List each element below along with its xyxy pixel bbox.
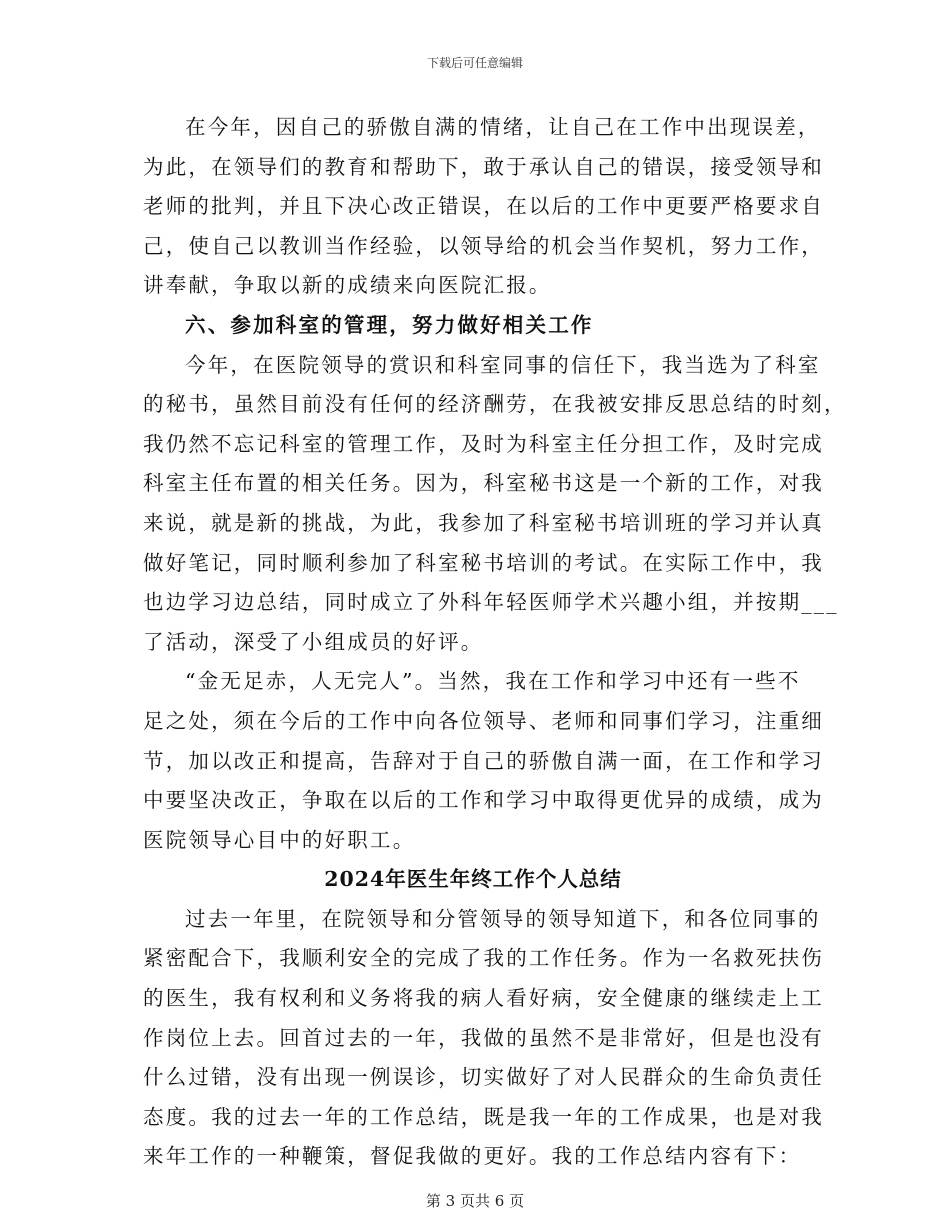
paragraph-line: 足之处，须在今后的工作中向各位领导、老师和同事们学习，注重细 xyxy=(143,708,824,733)
paragraph-line: 什么过错，没有出现一例误诊，切实做好了对人民群众的生命负责任 xyxy=(143,1065,824,1090)
page-footer: 第 3 页共 6 页 xyxy=(425,1192,525,1210)
paragraph-line: 中要坚决改正，争取在以后的工作和学习中取得更优异的成绩，成为 xyxy=(143,788,824,813)
paragraph-line: 来年工作的一种鞭策，督促我做的更好。我的工作总结内容有下： xyxy=(143,1144,802,1169)
paragraph-line: 为此，在领导们的教育和帮助下，敢于承认自己的错误，接受领导和 xyxy=(143,154,824,179)
paragraph-line: 作岗位上去。回首过去的一年，我做的虽然不是非常好，但是也没有 xyxy=(143,1025,824,1050)
paragraph-line: 过去一年里，在院领导和分管领导的领导知道下，和各位同事的 xyxy=(185,906,821,931)
paragraph-line: 今年，在医院领导的赏识和科室同事的信任下，我当选为了科室 xyxy=(185,352,821,377)
paragraph-line: 我仍然不忘记科室的管理工作，及时为科室主任分担工作，及时完成 xyxy=(143,431,824,456)
paragraph-line: 讲奉献，争取以新的成绩来向医院汇报。 xyxy=(143,273,552,298)
paragraph-line: 也边学习边总结，同时成立了外科年轻医师学术兴趣小组，并按期___ xyxy=(143,590,839,615)
paragraph-line: 的医生，我有权利和义务将我的病人看好病，安全健康的继续走上工 xyxy=(143,986,824,1011)
paragraph-line: 节，加以改正和提高，告辞对于自己的骄傲自满一面，在工作和学习 xyxy=(143,748,824,773)
document-title: 2024年医生年终工作个人总结 xyxy=(324,867,622,892)
page-header: 下载后可任意编辑 xyxy=(426,56,523,70)
document-body xyxy=(143,108,847,1177)
paragraph-line: 了活动，深受了小组成员的好评。 xyxy=(143,629,484,654)
paragraph-line: 态度。我的过去一年的工作总结，既是我一年的工作成果，也是对我 xyxy=(143,1104,824,1129)
paragraph-line: 紧密配合下，我顺利安全的完成了我的工作任务。作为一名救死扶伤 xyxy=(143,946,824,971)
paragraph-line: 科室主任布置的相关任务。因为，科室秘书这是一个新的工作，对我 xyxy=(143,471,824,496)
paragraph-line: 在今年，因自己的骄傲自满的情绪，让自己在工作中出现误差， xyxy=(185,115,821,139)
paragraph-line: 来说，就是新的挑战，为此，我参加了科室秘书培训班的学习并认真 xyxy=(143,510,824,535)
paragraph-line: 的秘书，虽然目前没有任何的经济酬劳，在我被安排反思总结的时刻， xyxy=(143,392,847,417)
paragraph-line: 己，使自己以教训当作经验，以领导给的机会当作契机，努力工作， xyxy=(143,233,824,258)
paragraph-line: “金无足赤，人无完人”。当然，我在工作和学习中还有一些不 xyxy=(185,669,801,694)
paragraph-line: 医院领导心目中的好职工。 xyxy=(143,827,416,852)
section-heading: 六、参加科室的管理，努力做好相关工作 xyxy=(185,312,594,337)
paragraph-line: 做好笔记，同时顺利参加了科室秘书培训的考试。在实际工作中，我 xyxy=(143,550,824,575)
paragraph-line: 老师的批判，并且下决心改正错误，在以后的工作中更要严格要求自 xyxy=(143,194,824,219)
